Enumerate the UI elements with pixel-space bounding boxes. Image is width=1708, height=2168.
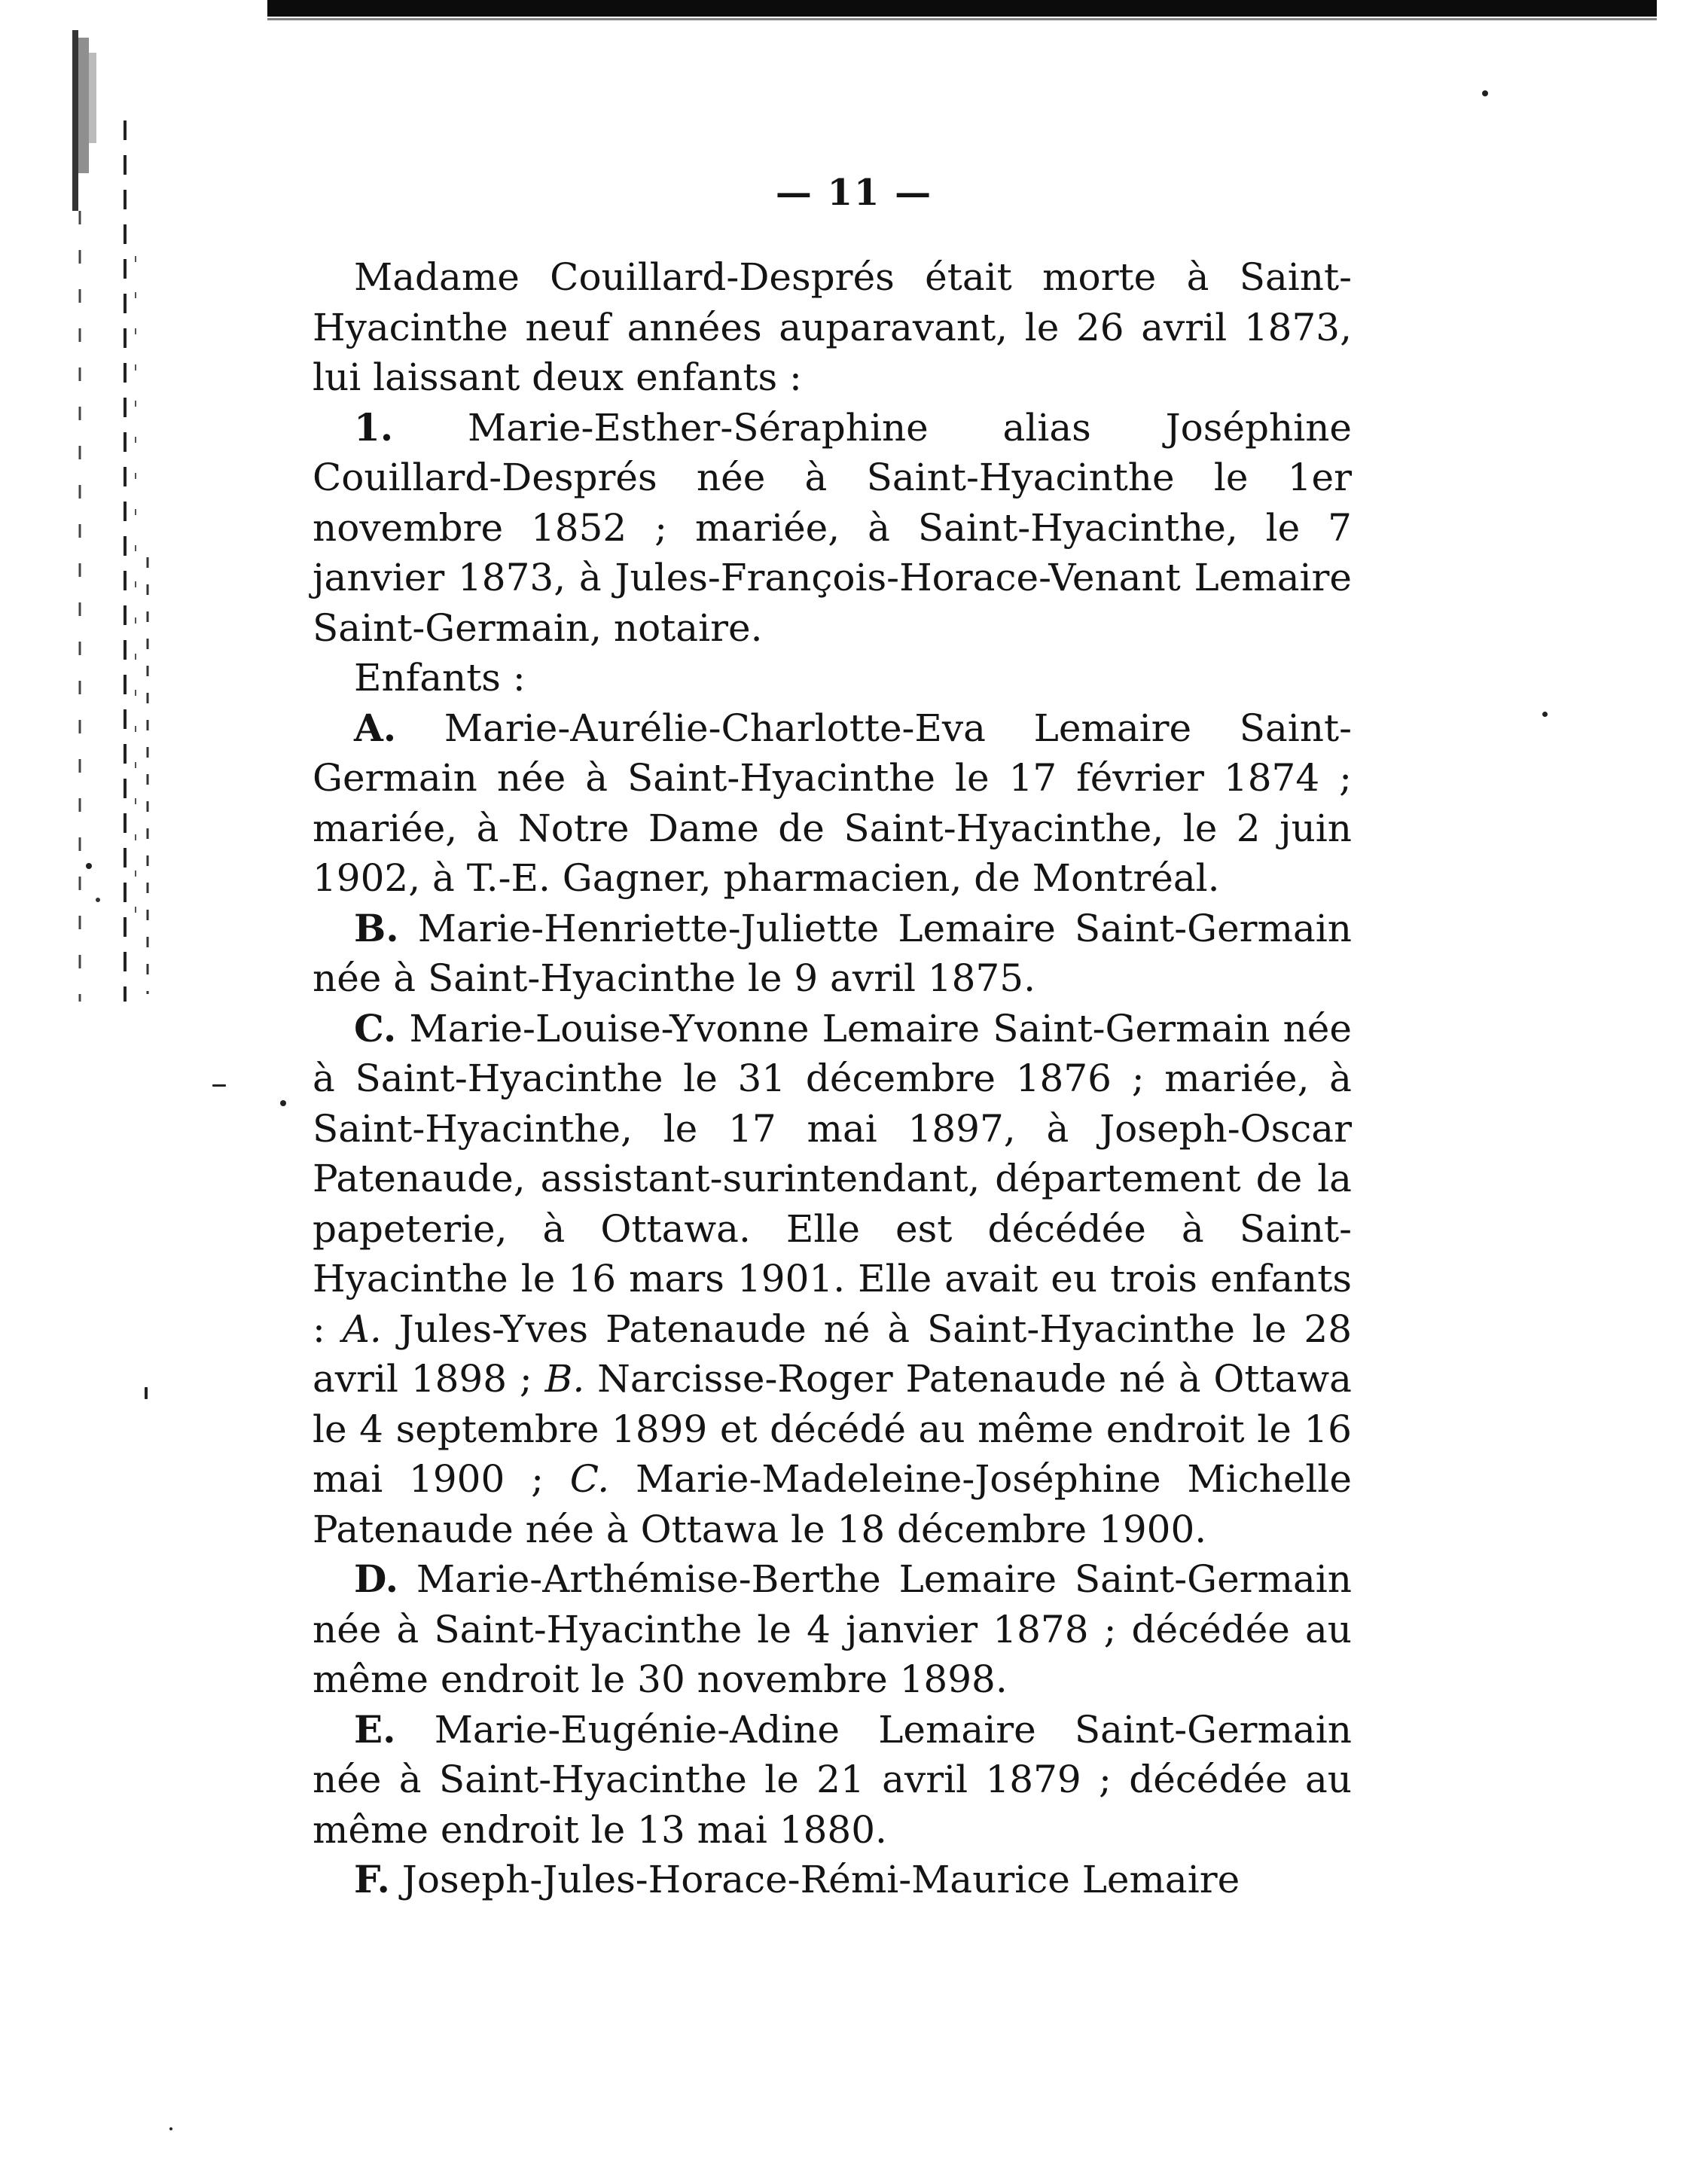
child-1-entry xyxy=(313,403,1352,654)
entry-text: Joseph-Jules-Horace-Rémi-Maurice Lemaire xyxy=(401,1858,1240,1901)
enfants-heading xyxy=(313,653,1352,703)
top-scan-rule-shadow xyxy=(267,18,1657,20)
entry-marker: D. xyxy=(354,1557,398,1601)
body-text xyxy=(313,252,1352,1905)
child-A-entry xyxy=(313,703,1352,904)
entry-text: Marie-Henriette-Juliette Lemaire Saint-Germain née à Saint-Hyacinthe le 9 avril 1875. xyxy=(313,906,1352,1000)
entry-marker: C. xyxy=(354,1005,397,1050)
scan-speck xyxy=(169,2127,172,2130)
entry-text: Marie-Louise-Yvonne Lemaire Saint-Germain née à Saint-Hyacinthe le 31 décembre 1876 ; mariée, à Saint-Hyacinthe, le 17 mai 1897, à Joseph-Oscar Patenaude, assistant-surintendant, département de la papeterie, à Ottawa. Elle est décédée à Saint-Hyacinthe le 16 mars 1901. Elle avait eu trois enfants : xyxy=(313,1006,1352,1351)
child-C-entry xyxy=(313,1004,1352,1555)
child-B-entry xyxy=(313,904,1352,1004)
heading-text: Enfants : xyxy=(354,656,526,700)
entry-text: Narcisse-Roger Patenaude né à Ottawa le 4 septembre 1899 et décédé au même endroit le 16 mai 1900 ; xyxy=(313,1357,1352,1501)
entry-marker: F. xyxy=(354,1857,390,1901)
entry-text: Marie-Madeleine-Joséphine Michelle Patenaude née à Ottawa le 18 décembre 1900. xyxy=(313,1457,1352,1551)
page-number: — 11 — xyxy=(775,172,933,214)
entry-text: Marie-Arthémise-Berthe Lemaire Saint-Germain née à Saint-Hyacinthe le 4 janvier 1878 ; décédée au même endroit le 30 novembre 1898. xyxy=(313,1557,1352,1701)
entry-text: Marie-Aurélie-Charlotte-Eva Lemaire Saint-Germain née à Saint-Hyacinthe le 17 février 1874 ; mariée, à Notre Dame de Saint-Hyacinthe, le 2 juin 1902, à T.-E. Gagner, pharmacien, de Montréal. xyxy=(313,706,1352,900)
scan-speck xyxy=(1482,90,1488,96)
entry-marker: E. xyxy=(354,1706,396,1752)
top-scan-rule xyxy=(267,0,1657,17)
entry-marker: 1. xyxy=(354,404,394,450)
entry-marker: A. xyxy=(354,705,397,750)
intro-paragraph xyxy=(313,252,1352,403)
child-D-entry xyxy=(313,1554,1352,1705)
scan-speck xyxy=(145,1387,148,1399)
grandchild-marker: B. xyxy=(544,1357,585,1401)
paragraph-text: Madame Couillard-Després était morte à Saint-Hyacinthe neuf années auparavant, le 26 avril 1873, lui laissant deux enfants : xyxy=(313,255,1352,399)
entry-text: Jules-Yves Patenaude né à Saint-Hyacinthe le 28 avril 1898 ; xyxy=(313,1307,1352,1401)
scan-speck xyxy=(280,1100,286,1106)
entry-marker: B. xyxy=(354,905,399,950)
child-E-entry xyxy=(313,1705,1352,1855)
child-F-entry xyxy=(313,1855,1352,1905)
scan-speck xyxy=(1542,712,1548,717)
entry-text: Marie-Esther-Séraphine alias Joséphine Couillard-Després née à Saint-Hyacinthe le 1er novembre 1852 ; mariée, à Saint-Hyacinthe, le 7 janvier 1873, à Jules-François-Horace-Venant Lemaire Saint-Germain, notaire. xyxy=(313,405,1352,650)
grandchild-marker: C. xyxy=(569,1457,610,1501)
scan-speck xyxy=(212,1084,226,1087)
entry-text: Marie-Eugénie-Adine Lemaire Saint-Germain née à Saint-Hyacinthe le 21 avril 1879 ; décédée au même endroit le 13 mai 1880. xyxy=(313,1707,1352,1852)
grandchild-marker: A. xyxy=(342,1307,382,1351)
